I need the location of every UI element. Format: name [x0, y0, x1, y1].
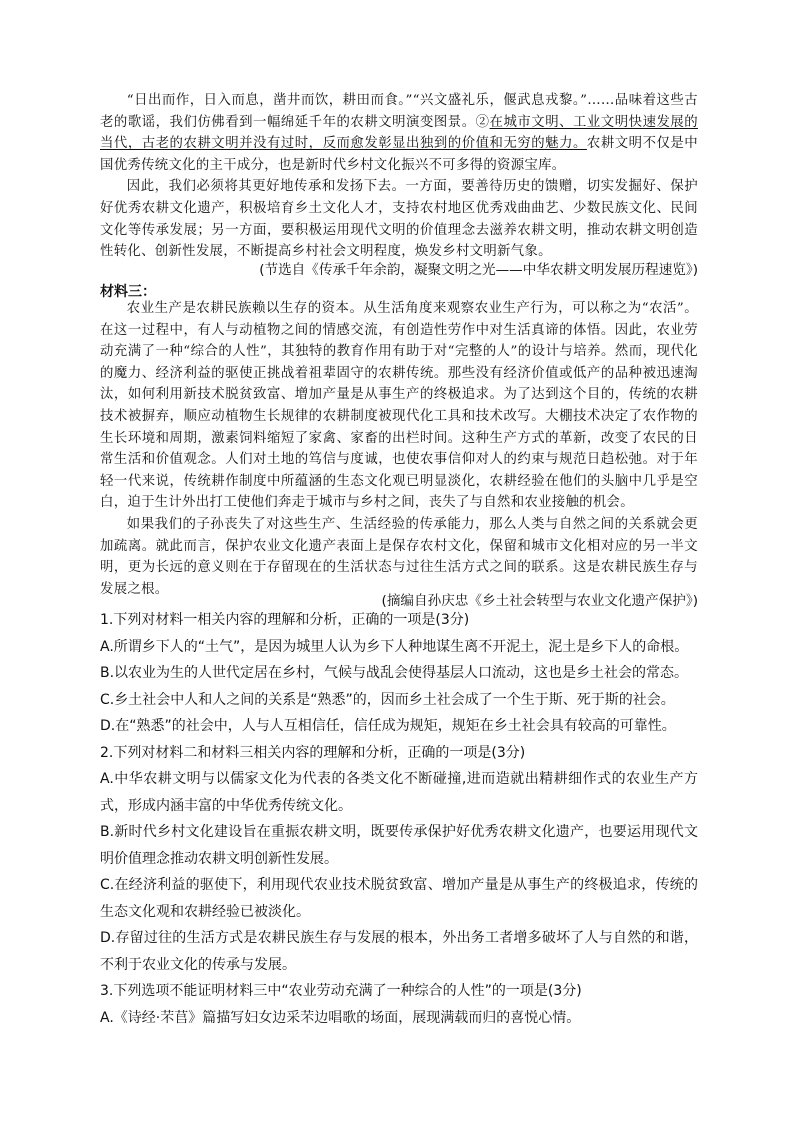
- material2-p1-text-end: 农耕文明不仅是中国优秀传统文化的主干成分，也是新时代乡村文化振兴不可多得的资源宝库。: [100, 136, 698, 173]
- material3-paragraph-2: 如果我们的子孙丧失了对这些生产、生活经验的传承能力，那么人类与自然之间的关系就会更加疏离。就此而言，保护农业文化遗产表面上是保存农村文化，保留和城市文化相对应的另一半文明，更为长远的意义则在于存留现在的生活状态与过往生活方式之间的联系。这是农耕民族生存与发展之根。: [100, 516, 698, 597]
- material3-title: 材料三：: [100, 284, 156, 300]
- material2-body: [100, 90, 698, 263]
- question-1-stem: 1.下列对材料一相关内容的理解和分析，正确的一项是(3分): [100, 612, 470, 628]
- circled-number-2: ②: [475, 114, 490, 130]
- question-1-option-d: D.在“熟悉”的社会中，人与人互相信任，信任成为规矩，规矩在乡土社会具有较高的可靠性。: [100, 718, 676, 734]
- question-1-option-c: C.乡土社会中人和人之间的关系是“熟悉”的，因而乡土社会成了一个生于斯、死于斯的社会。: [100, 691, 675, 708]
- question-2-stem: 2.下列对材料二和材料三相关内容的理解和分析，正确的一项是(3分): [100, 744, 526, 761]
- question-3-stem: 3.下列选项不能证明材料三中“农业劳动充满了一种综合的人性”的一项是(3分): [100, 983, 582, 999]
- material2-paragraph-2: 因此，我们必须将其更好地传承和发扬下去。一方面，要善待历史的馈赠，切实发掘好、保护好优秀农耕文化遗产，积极培育乡土文化人才，支持农村地区优秀戏曲曲艺、少数民族文化、民间文化等传承发展；另一方面，要积极运用现代文明的价值理念去滋养农耕文明，推动农耕文明创造性转化、创新性发展，不断提高乡村社会文明程度，焕发乡村文明新气象。: [100, 179, 698, 260]
- material3-paragraph-1: 农业生产是农耕民族赖以生存的资本。从生活角度来观察农业生产行为，可以称之为“农活”。在这一过程中，有人与动植物之间的情感交流，有创造性劳作中对生活真谛的体悟。因此，农业劳动充满了一种“综合的人性”，其独特的教育作用有助于对“完整的人”的设计与培养。然而，现代化的魔力、经济利益的驱使正挑战着祖辈固守的农耕传统。那些没有经济价值或低产的品种被迅速淘汰，如何利用新技术脱贫致富、增加产量是从事生产的终极追求。为了达到这个目的，传统的农耕技术被摒弃，顺应动植物生长规律的农耕制度被现代化工具和技术改写。大棚技术决定了农作物的生长环境和周期，激素饲料缩短了家禽、家畜的出栏时间。这种生产方式的革新，改变了农民的日常生活和价值观念。人们对土地的笃信与度诚，也使农事信仰对人的约束与规范日趋松弛。对于年轻一代来说，传统耕作制度中所蕴涵的生态文化观已明显淡化，农耕经验在他们的头脑中几乎是空白，迫于生计外出打工使他们奔走于城市与乡村之间，丧失了与自然和农业接触的机会。: [100, 301, 698, 511]
- question-3-option-a: A.《诗经·芣苢》篇描写妇女边采芣边唱歌的场面，展现满载而归的喜悦心情。: [100, 1009, 581, 1026]
- material2-source: (节选自《传承千年余韵，凝聚文明之光——中华农耕文明发展历程速览》): [259, 262, 698, 278]
- question-2-option-c: C.在经济利益的驱使下，利用现代农业技术脱贫致富、增加产量是从事生产的终极追求，传统的生态文化观和农耕经验已被淡化。: [100, 877, 698, 920]
- questions-section: [100, 607, 698, 1031]
- material2-paragraph-1: [100, 90, 698, 176]
- question-2-option-a: A.中华农耕文明与以儒家文化为代表的各类文化不断碰撞,进而造就出精耕细作式的农业生产方式，形成内涵丰富的中华优秀传统文化。: [100, 771, 698, 814]
- question-2-option-d: D.存留过往的生活方式是农耕民族生存与发展的根本，外出务工者增多破坏了人与自然的和谐，不利于农业文化的传承与发展。: [100, 930, 698, 973]
- question-1-option-a: A.所谓乡下人的“土气”，是因为城里人认为乡下人种地谋生离不开泥土，泥土是乡下人的命根。: [100, 638, 689, 655]
- material2-p1-text: “日出而作，日入而息，凿井而饮，耕田而食。”“兴文盛礼乐，偃武息戎黎。”……品味着这些古老的歌谣，我们仿佛看到一幅绵延千年的农耕文明演变图景。: [100, 93, 698, 130]
- question-1-option-b: B.以农业为生的人世代定居在乡村，气候与战乱会使得基层人口流动，这也是乡土社会的常态。: [100, 665, 689, 681]
- material2-underlined-sentence: 在城市文明、工业文明快速发展的当代，古老的农耕文明并没有过时，反而愈发彰显出独到的价值和无穷的魅力。: [100, 114, 698, 152]
- material3-source: (摘编自孙庆忠《乡土社会转型与农业文化遗产保护》): [381, 593, 698, 609]
- question-2-option-b: B.新时代乡村文化建设旨在重振农耕文明，既要传承保护好优秀农耕文化遗产，也要运用现代文明价值理念推动农耕文明创新性发展。: [100, 824, 698, 867]
- material3-body: [100, 298, 698, 600]
